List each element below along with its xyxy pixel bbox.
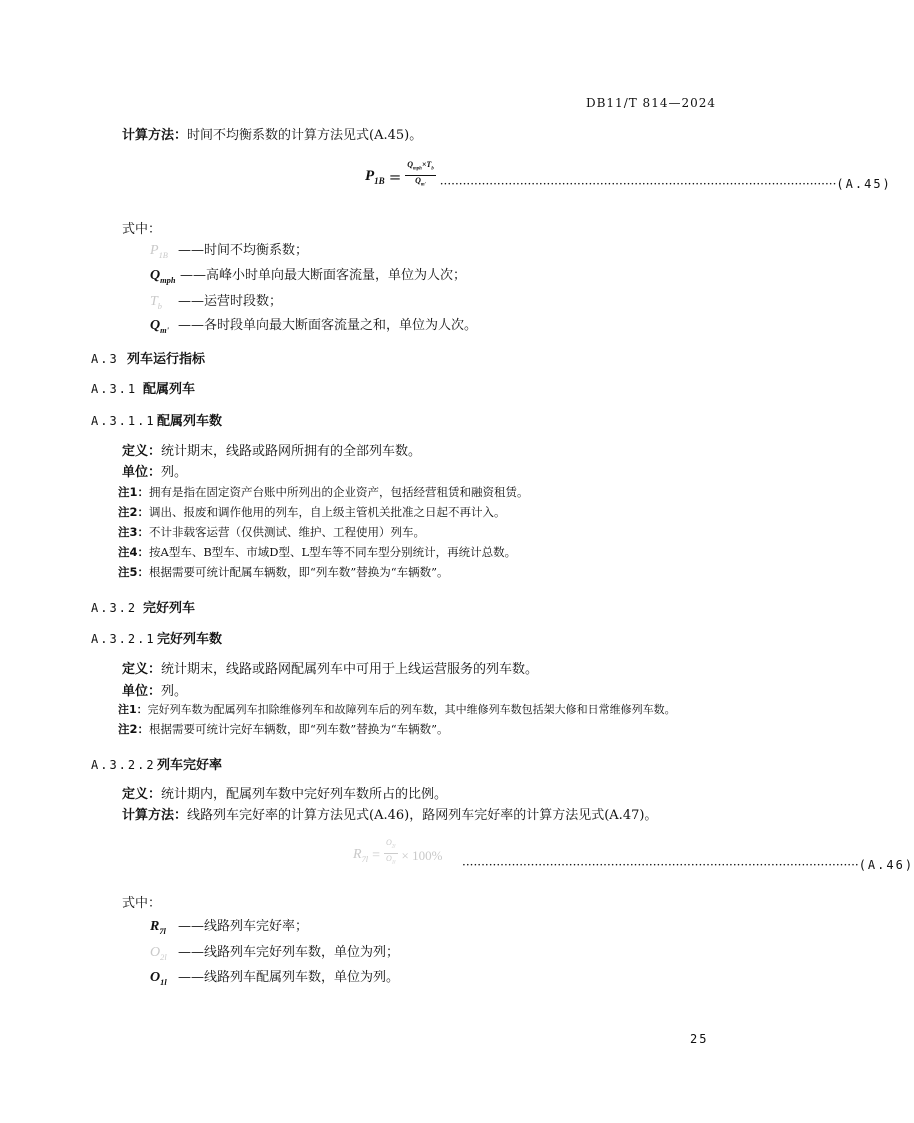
- symbol-p1b: $P_{1B}$: [150, 243, 168, 260]
- eq45-lhs: $P_{1B}$: [365, 168, 385, 187]
- eq46-tag: (A.46): [858, 858, 914, 872]
- heading-a31: A.3.1 配属列车: [91, 382, 196, 397]
- where1-item-qm: $Q_{m'}$ ——各时段单向最大断面客流量之和，单位为人次。: [150, 318, 478, 335]
- symbol-qmph: $Q_{mph}$: [150, 268, 176, 285]
- symbol-o1l: $O_{1l}$: [150, 970, 167, 987]
- where1-item-tb: $T_b$ ——运营时段数；: [150, 294, 283, 311]
- eq45-denominator: $Q_{m'}$: [415, 175, 426, 188]
- heading-a321: A.3.2.1完好列车数: [91, 632, 223, 647]
- a311-definition: 定义：统计期末，线路或路网所拥有的全部列车数。: [122, 444, 422, 459]
- a311-note-4: 注4：按A型车、B型车、市域D型、L型车等不同车型分别统计，再统计总数。: [118, 545, 517, 559]
- eq46-equals: =: [372, 848, 380, 864]
- page-number: 25: [690, 1032, 709, 1046]
- symbol-r7l: $R_{7l}$: [150, 919, 166, 936]
- calc-text: 时间不均衡系数的计算方法见式(A.45)。: [187, 128, 423, 143]
- eq46-denominator: $O_{1l}$: [385, 853, 396, 866]
- a311-note-3: 注3：不计非载客运营（仅供测试、维护、工程使用）列车。: [118, 525, 426, 539]
- standard-number: DB11/T 814—2024: [585, 96, 716, 110]
- where-title-1: 式中：: [122, 222, 162, 237]
- symbol-tb: $T_b$: [150, 294, 162, 311]
- eq45-fraction: [405, 160, 435, 190]
- eq45-tag: (A.45): [836, 177, 892, 192]
- where1-item-qmph: $Q_{mph}$ ——高峰小时单向最大断面客流量，单位为人次；: [150, 268, 467, 285]
- a311-note-5: 注5：根据需要可统计配属车辆数，即“列车数”替换为“车辆数”。: [118, 565, 449, 579]
- symbol-o2l: $O_{2l}$: [150, 945, 167, 962]
- where-title-2: 式中：: [122, 896, 162, 911]
- eq46-lhs: $R_{7l}$: [353, 847, 369, 865]
- a321-note-2: 注2：根据需要可统计完好车辆数，即“列车数”替换为“车辆数”。: [118, 722, 449, 736]
- heading-a311: A.3.1.1配属列车数: [91, 414, 223, 429]
- heading-a322: A.3.2.2列车完好率: [91, 758, 223, 773]
- calc-method-a45: [122, 124, 422, 143]
- eq45-equals: =: [388, 168, 402, 187]
- heading-a32: A.3.2 完好列车: [91, 601, 196, 616]
- a322-definition: 定义：统计期内，配属列车数中完好列车数所占的比例。: [122, 787, 448, 802]
- where2-item-r7l: $R_{7l}$ ——线路列车完好率；: [150, 919, 309, 936]
- symbol-qm: $Q_{m'}$: [150, 318, 169, 335]
- a321-definition: 定义：统计期末，线路或路网配属列车中可用于上线运营服务的列车数。: [122, 662, 539, 677]
- where2-item-o2l: $O_{2l}$ ——线路列车完好列车数，单位为列；: [150, 945, 400, 962]
- equation-a45: [365, 160, 892, 194]
- a322-calc-method: 计算方法：线路列车完好率的计算方法见式(A.46)，路网列车完好率的计算方法见式(A.47)。: [122, 808, 658, 823]
- eq45-numerator: $Q_{mph}\times T_b$: [407, 160, 434, 172]
- a311-note-2: 注2：调出、报废和调作他用的列车，自上级主管机关批准之日起不再计入。: [118, 505, 506, 519]
- a311-note-1: 注1：拥有是指在固定资产台账中所列出的企业资产，包括经营租赁和融资租赁。: [118, 485, 529, 499]
- eq46-times-100: × 100%: [401, 848, 443, 864]
- heading-a3: A.3 列车运行指标: [91, 352, 206, 367]
- eq46-leader-dots: ········································································································: [462, 858, 859, 872]
- eq46-fraction: [384, 838, 398, 868]
- a311-unit: 单位：列。: [122, 465, 188, 480]
- where1-item-p1b: $P_{1B}$ ——时间不均衡系数；: [150, 243, 309, 260]
- calc-label: 计算方法：: [122, 128, 188, 143]
- eq46-numerator: $O_{2l}$: [385, 838, 396, 850]
- a321-note-1: 注1：完好列车数为配属列车扣除维修列车和故障列车后的列车数，其中维修列车数包括架大修和日常维修列车数。: [118, 703, 676, 716]
- eq45-leader-dots: ········································································································: [439, 177, 837, 192]
- where2-item-o1l: $O_{1l}$ ——线路列车配属列车数，单位为列。: [150, 970, 400, 987]
- equation-a46-tagline: [462, 858, 914, 875]
- a321-unit: 单位：列。: [122, 684, 188, 699]
